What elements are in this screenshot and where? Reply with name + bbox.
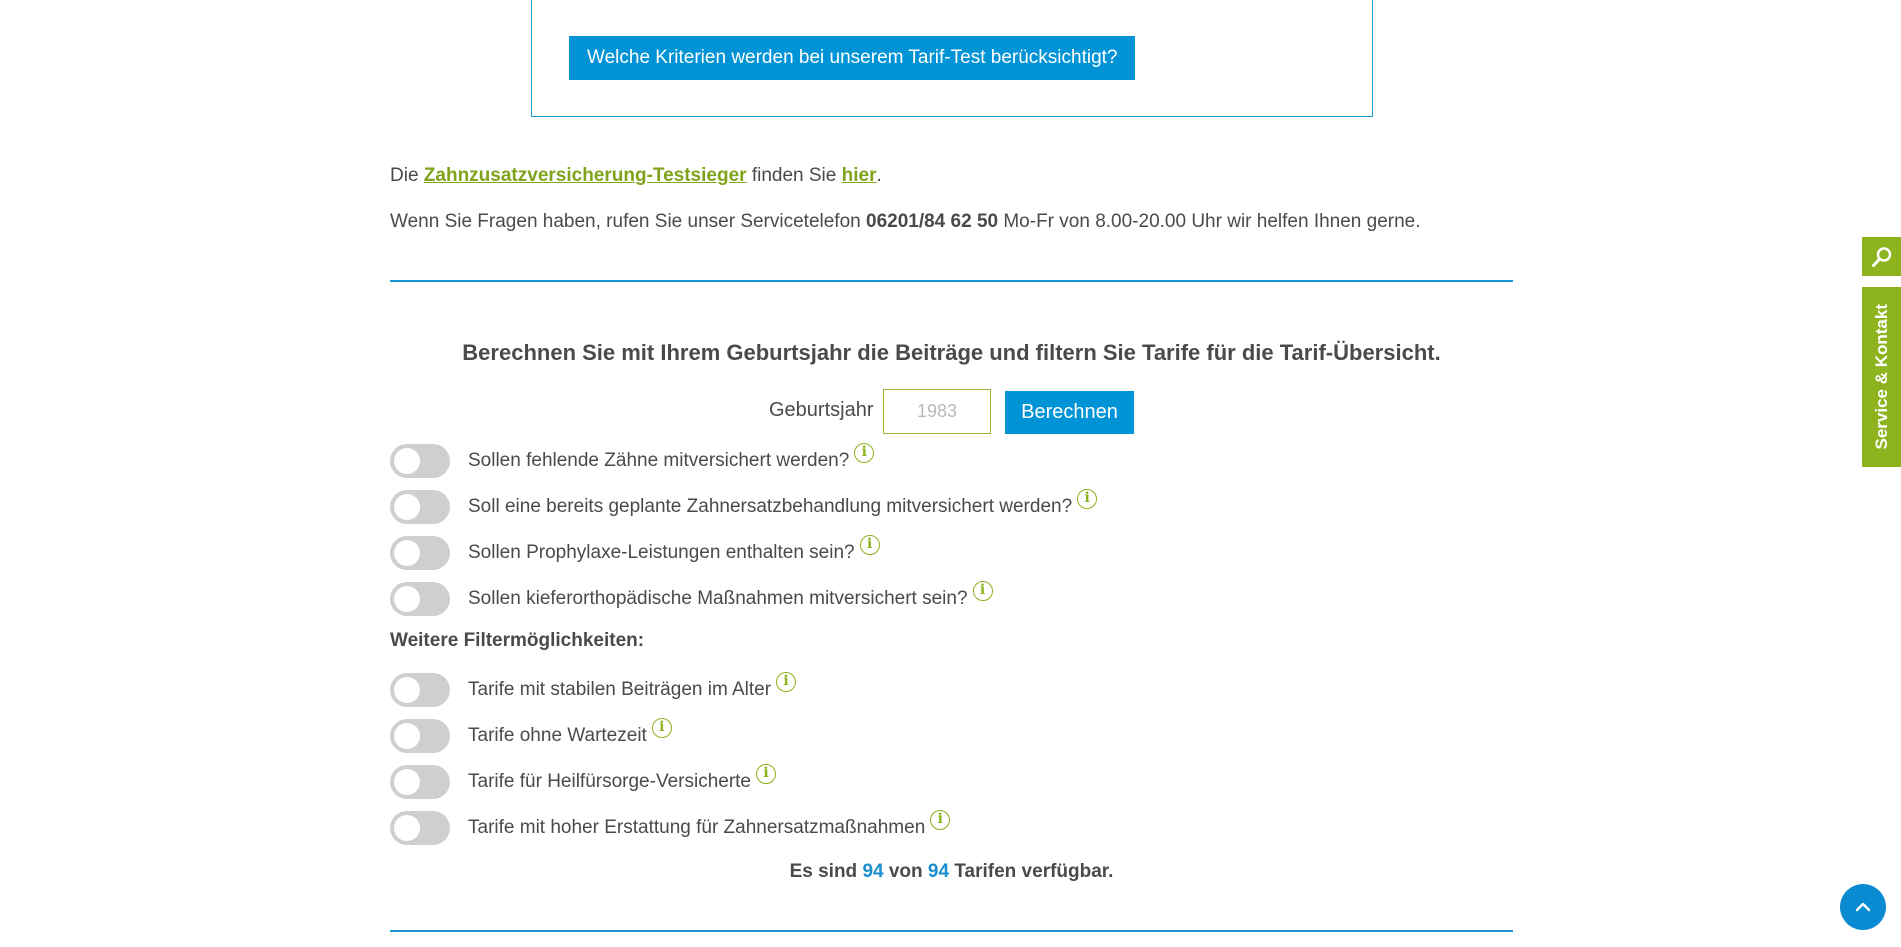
filter-row xyxy=(390,810,950,846)
info-icon[interactable]: i xyxy=(1077,489,1097,509)
filter-toggle[interactable] xyxy=(390,719,450,753)
divider-top xyxy=(390,280,1513,282)
birth-year-input[interactable] xyxy=(883,389,991,434)
filter-row xyxy=(390,535,880,571)
testsieger-link[interactable]: Zahnzusatzversicherung-Testsieger xyxy=(423,165,747,186)
service-phone: 06201/84 62 50 xyxy=(866,211,999,232)
filter-label: Sollen kieferorthopädische Maßnahmen mitversichert sein? xyxy=(468,588,968,609)
info-icon[interactable]: i xyxy=(854,443,874,463)
calculator-title: Berechnen Sie mit Ihrem Geburtsjahr die Beiträge und filtern Sie Tarife für die Tarif-Übersicht. xyxy=(462,340,1441,365)
service-contact-label: Service & Kontakt xyxy=(1871,304,1891,450)
availability-prefix: Es sind xyxy=(789,861,863,882)
filter-toggle[interactable] xyxy=(390,536,450,570)
availability-middle: von xyxy=(883,861,928,882)
here-link[interactable]: hier xyxy=(841,165,877,186)
availability-text xyxy=(390,861,1513,883)
side-search-button[interactable] xyxy=(1862,237,1901,276)
filter-label: Tarife mit hoher Erstattung für Zahnersatzmaßnahmen xyxy=(468,817,926,838)
info-icon[interactable]: i xyxy=(652,718,672,738)
filter-label: Soll eine bereits geplante Zahnersatzbehandlung mitversichert werden? xyxy=(468,496,1073,517)
filter-row xyxy=(390,718,672,754)
testsieger-middle: finden Sie xyxy=(746,165,842,186)
filter-toggle[interactable] xyxy=(390,765,450,799)
total-count: 94 xyxy=(927,861,950,882)
filter-row xyxy=(390,489,1097,525)
chevron-up-icon xyxy=(1853,897,1873,917)
filter-toggle[interactable] xyxy=(390,673,450,707)
info-icon[interactable]: i xyxy=(860,535,880,555)
filter-toggle[interactable] xyxy=(390,811,450,845)
service-suffix: Mo-Fr von 8.00-20.00 Uhr wir helfen Ihnen gerne. xyxy=(998,211,1421,232)
filter-label: Sollen Prophylaxe-Leistungen enthalten sein? xyxy=(468,542,855,563)
search-icon xyxy=(1870,245,1894,269)
filter-label: Tarife ohne Wartezeit xyxy=(468,725,647,746)
info-icon[interactable]: i xyxy=(930,810,950,830)
filter-toggle[interactable] xyxy=(390,444,450,478)
calculate-button[interactable]: Berechnen xyxy=(1005,391,1134,434)
filter-row xyxy=(390,443,874,479)
criteria-button[interactable]: Welche Kriterien werden bei unserem Tarif-Test berücksichtigt? xyxy=(569,36,1135,80)
filter-toggle[interactable] xyxy=(390,490,450,524)
filter-label: Sollen fehlende Zähne mitversichert werden? xyxy=(468,450,850,471)
scroll-to-top-button[interactable] xyxy=(1840,884,1886,930)
filter-label: Tarife mit stabilen Beiträgen im Alter xyxy=(468,679,772,700)
info-icon[interactable]: i xyxy=(776,672,796,692)
divider-bottom xyxy=(390,930,1513,932)
service-prefix: Wenn Sie Fragen haben, rufen Sie unser Servicetelefon xyxy=(390,211,866,232)
info-icon[interactable]: i xyxy=(756,764,776,784)
testsieger-line xyxy=(390,165,882,187)
filter-row xyxy=(390,672,796,708)
testsieger-prefix: Die xyxy=(390,165,424,186)
more-filters-heading: Weitere Filtermöglichkeiten: xyxy=(390,630,645,651)
service-line xyxy=(390,211,1421,233)
service-contact-tab[interactable] xyxy=(1862,287,1901,467)
availability-suffix: Tarifen verfügbar. xyxy=(949,861,1114,882)
criteria-box xyxy=(531,0,1373,117)
birth-year-label: Geburtsjahr xyxy=(769,399,874,421)
filter-toggle[interactable] xyxy=(390,582,450,616)
filter-row xyxy=(390,581,993,617)
testsieger-suffix: . xyxy=(876,165,882,186)
filter-label: Tarife für Heilfürsorge-Versicherte xyxy=(468,771,751,792)
filter-row xyxy=(390,764,776,800)
info-icon[interactable]: i xyxy=(973,581,993,601)
available-count: 94 xyxy=(862,861,884,882)
